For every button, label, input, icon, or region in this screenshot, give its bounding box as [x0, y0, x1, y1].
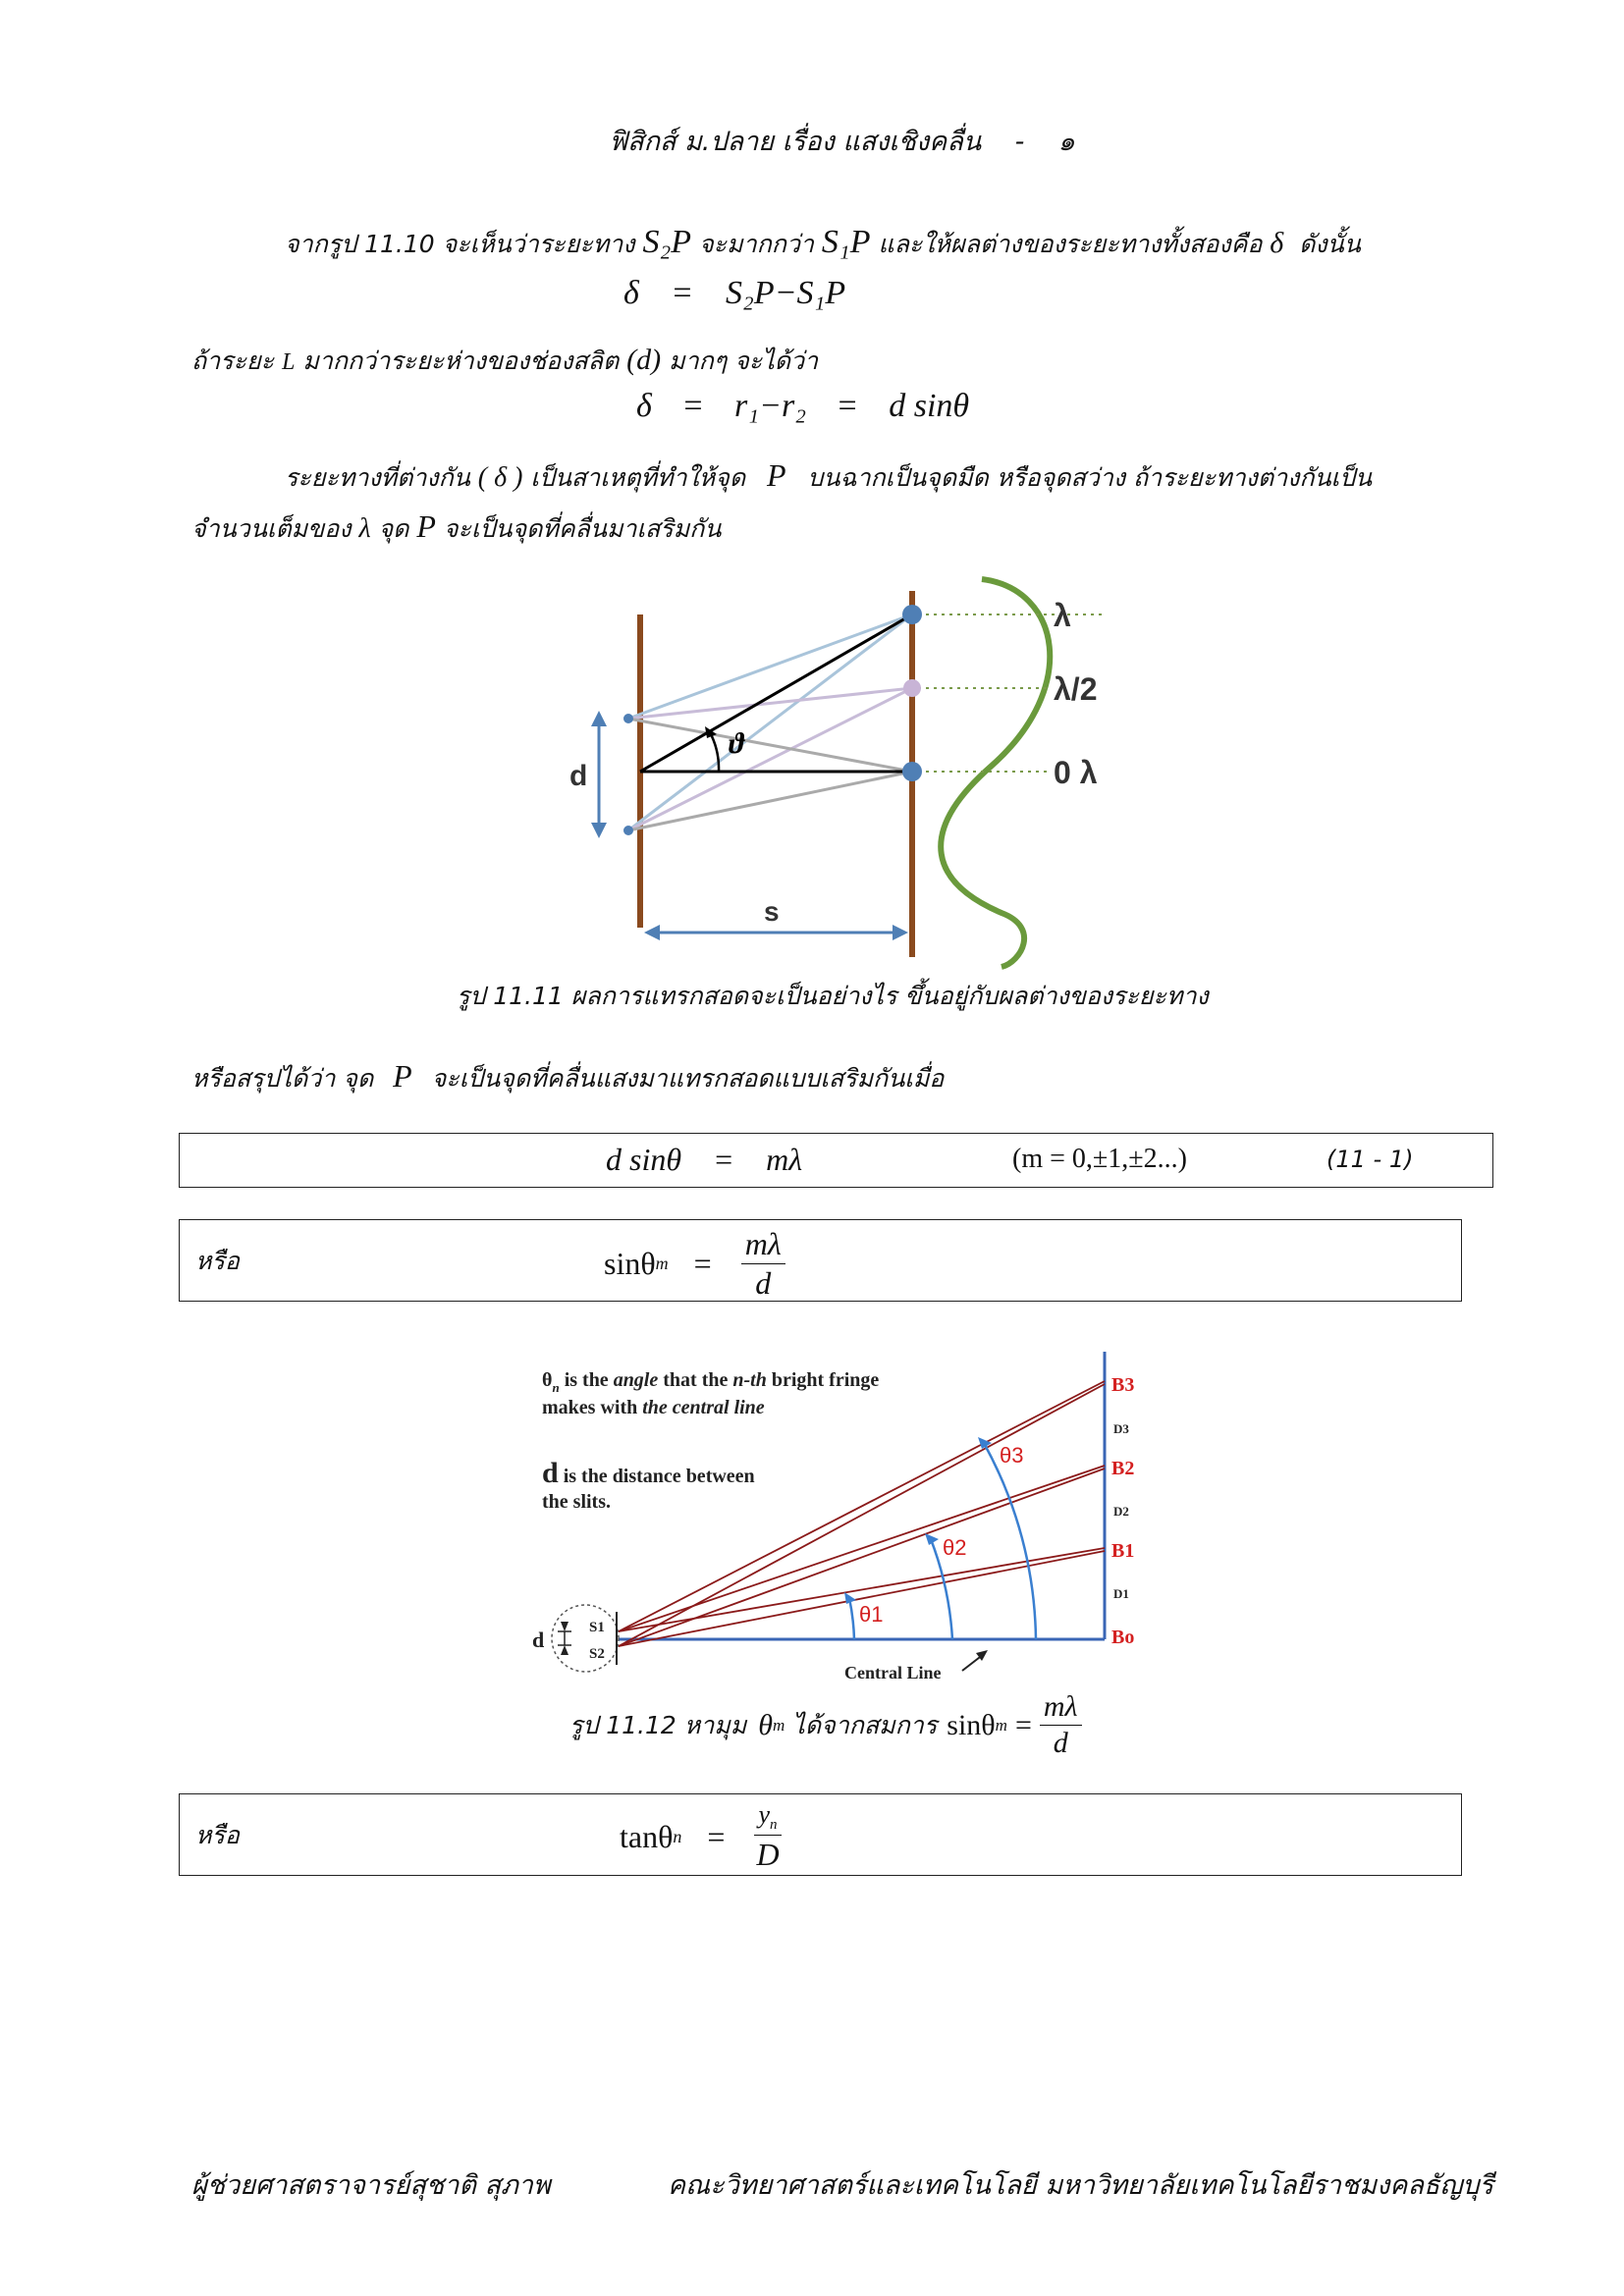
eq1-lhs: δ [623, 275, 639, 311]
box3-equation [620, 1800, 782, 1873]
theta3-arc [984, 1443, 1036, 1639]
box1-rhs: mλ [766, 1142, 803, 1177]
fig2-text3b: is the distance between [558, 1466, 755, 1487]
p2-text-b: มากกว่าระยะห่างของช่องสลิต [302, 347, 620, 375]
p2-L: L [282, 349, 296, 375]
p1-s1p: S₁P [821, 224, 871, 260]
box1-equation-number: (11 - 1) [1326, 1146, 1414, 1173]
box2-fraction [741, 1226, 785, 1302]
box3-lhs: tanθ [620, 1818, 674, 1854]
fig2-text3a: d [542, 1457, 559, 1489]
p3-text-a: ระยะทางที่ต่างกัน [285, 463, 470, 492]
fig2-text2b: the central line [642, 1397, 765, 1418]
paragraph-3 [285, 457, 1372, 498]
equation-box-2 [179, 1219, 1462, 1302]
paragraph-1 [285, 224, 1361, 264]
p3-text-c: บนฉากเป็นจุดมืด หรือจุดสว่าง ถ้าระยะทางต่างกันเป็น [807, 463, 1373, 492]
box2-label: หรือ [195, 1247, 240, 1275]
label-D3: D3 [1113, 1421, 1129, 1436]
box2-numerator: mλ [741, 1226, 785, 1264]
equation-delta-dsin [636, 388, 969, 425]
caption2-sin: sinθ [947, 1708, 996, 1741]
caption2-numerator: mλ [1040, 1690, 1082, 1726]
fig2-text-line4: the slits. [542, 1491, 611, 1513]
ray-s2-lambda [628, 614, 912, 830]
ray-s2-half [628, 688, 912, 830]
label-D1: D1 [1113, 1586, 1129, 1601]
figure-11-12-caption [569, 1690, 1082, 1760]
box3-num-sub: n [770, 1817, 778, 1834]
d-arrow-bottom [561, 1645, 568, 1655]
label-d-small: d [532, 1628, 545, 1652]
caption2-theta: θ [758, 1708, 773, 1741]
p2-text-c: มากๆ จะได้ว่า [669, 347, 819, 375]
box1-equation [606, 1142, 802, 1178]
p1-delta: δ [1270, 227, 1284, 259]
caption2-theta-sub: m [773, 1715, 785, 1735]
fig2-text1b: is the [559, 1369, 614, 1391]
label-B2: B2 [1111, 1458, 1135, 1479]
label-lambda: λ [1054, 598, 1071, 633]
fig2-text1f: bright fringe [766, 1369, 880, 1391]
fig2-text2a: makes with [542, 1397, 643, 1418]
p4-lambda: λ [358, 513, 371, 544]
caption2-fraction [1040, 1690, 1082, 1760]
theta1-arrow [844, 1592, 856, 1604]
box3-label: หรือ [195, 1821, 240, 1849]
theta1-label: θ1 [859, 1602, 884, 1627]
paragraph-2 [191, 342, 818, 381]
eq2-lhs: δ [636, 388, 652, 424]
p3-text-b: เป็นสาเหตุที่ทำให้จุด [530, 463, 746, 492]
label-zero-lambda: 0 λ [1054, 755, 1098, 790]
caption2-denominator: d [1053, 1727, 1068, 1759]
s-label: s [764, 896, 780, 927]
p1-text-b: จะมากกว่า [699, 230, 814, 258]
theta3-arrow [978, 1437, 992, 1449]
fig2-text1c: angle [613, 1369, 659, 1391]
ray-s2-zero [628, 772, 912, 830]
box1-lhs: d sinθ [606, 1142, 682, 1177]
d-arrow-top [561, 1622, 568, 1631]
p2-text-a: ถ้าระยะ [191, 347, 275, 375]
caption2-sin-sub: m [995, 1715, 1007, 1735]
box2-lhs: sinθ [604, 1246, 656, 1281]
equation-delta-path [623, 275, 845, 312]
box3-subscript: n [673, 1826, 682, 1846]
ray-b1-bottom [619, 1551, 1105, 1646]
fig2-text-line2 [542, 1397, 765, 1418]
equation-box-1 [179, 1133, 1493, 1188]
ray-s1-zero [628, 719, 912, 772]
eq2-mid: r₁−r₂ [734, 388, 807, 424]
box2-subscript: m [655, 1254, 669, 1273]
label-lambda-half: λ/2 [1054, 671, 1098, 707]
p1-s2p: S₂P [642, 224, 692, 260]
fringe-angle-diagram [530, 1347, 1139, 1686]
p5-text-b: จะเป็นจุดที่คลื่นแสงมาแทรกสอดแบบเสริมกันเมื่อ [431, 1064, 945, 1093]
slit-point-2 [623, 826, 633, 835]
s-arrow-head-left [644, 925, 660, 940]
box1-condition: (m = 0,±1,±2...) [1012, 1144, 1187, 1174]
box1-equals: = [715, 1142, 733, 1177]
box3-fraction [754, 1800, 781, 1873]
box3-numerator [754, 1800, 781, 1836]
eq2-rhs: d sinθ [889, 388, 970, 424]
p3-P: P [767, 457, 786, 493]
label-D2: D2 [1113, 1504, 1129, 1519]
theta1-arc [849, 1598, 854, 1639]
paragraph-5 [191, 1058, 944, 1098]
fig2-text1e: n-th [732, 1369, 767, 1391]
caption2-equals: = [1014, 1708, 1032, 1741]
p5-P: P [393, 1058, 412, 1094]
fig2-theta-sub: n [552, 1380, 560, 1395]
d-arrow-head-bottom [591, 823, 607, 838]
box3-denominator: D [756, 1837, 780, 1873]
box3-num-y: y [758, 1800, 771, 1829]
label-B1: B1 [1111, 1540, 1135, 1562]
header-title: ฟิสิกส์ ม.ปลาย เรื่อง แสงเชิงคลื่น [609, 127, 982, 157]
equation-box-3 [179, 1793, 1462, 1876]
box2-denominator: d [755, 1265, 772, 1301]
eq2-equals-1: = [683, 388, 703, 424]
p1-text-d: ดังนั้น [1299, 230, 1361, 258]
box3-equals: = [707, 1818, 726, 1854]
page-header [609, 120, 1075, 162]
fig2-text1d: that the [658, 1369, 733, 1391]
theta2-arrow [925, 1533, 939, 1545]
paragraph-4 [191, 508, 721, 549]
header-separator: - [1014, 127, 1025, 157]
box2-equals: = [693, 1246, 712, 1281]
p2-d: (d) [626, 344, 662, 376]
eq2-equals-2: = [838, 388, 857, 424]
box2-equation [604, 1226, 785, 1302]
slit-point-1 [623, 714, 633, 723]
figure-11-11-caption: รูป 11.11 ผลการแทรกสอดจะเป็นอย่างไร ขึ้นอยู่กับผลต่างของระยะทาง [457, 982, 1209, 1010]
p1-text-a: จากรูป 11.10 จะเห็นว่าระยะทาง [285, 230, 635, 258]
p4-text-b: จุด [378, 514, 409, 543]
label-S1: S1 [589, 1620, 605, 1635]
p1-text-c: และให้ผลต่างของระยะทางทั้งสองคือ [878, 230, 1263, 258]
footer-institution: คณะวิทยาศาสตร์และเทคโนโลยี มหาวิทยาลัยเทคโนโลยีราชมงคลธัญบุรี [668, 2170, 1493, 2201]
label-Bo: Bo [1111, 1627, 1135, 1648]
p5-text-a: หรือสรุปได้ว่า จุด [191, 1064, 374, 1093]
d-label: d [569, 760, 588, 792]
fig2-theta-symbol: θ [542, 1369, 553, 1391]
label-S2: S2 [589, 1646, 605, 1662]
screen-point-lambda [902, 605, 922, 624]
eq1-rhs: S₂P−S₁P [726, 275, 846, 311]
p4-text-c: จะเป็นจุดที่คลื่นมาเสริมกัน [443, 514, 722, 543]
eq1-equals: = [673, 275, 692, 311]
s-arrow-head-right [893, 925, 908, 940]
double-slit-diagram [569, 569, 1119, 972]
screen-point-half [903, 679, 921, 697]
theta3-label: θ3 [1000, 1443, 1024, 1468]
p3-delta: ( δ ) [477, 462, 523, 493]
p4-text-a: จำนวนเต็มของ [191, 514, 352, 543]
footer-author: ผู้ช่วยศาสตราจารย์สุชาติ สุภาพ [191, 2170, 551, 2201]
slit-circle [552, 1605, 619, 1672]
fig2-text-line3 [542, 1457, 755, 1489]
p4-P: P [416, 508, 436, 544]
intensity-wave [941, 579, 1050, 967]
caption2-text-b: ได้จากสมการ [792, 1710, 938, 1739]
d-arrow-head-top [591, 711, 607, 726]
page-number: ๑ [1057, 127, 1075, 157]
caption2-text-a: รูป 11.12 หามุม [569, 1710, 747, 1739]
screen-point-zero [902, 762, 922, 781]
central-line-label: Central Line [844, 1663, 942, 1682]
label-B3: B3 [1111, 1374, 1135, 1396]
fig2-text-line1 [542, 1369, 879, 1395]
theta-label: ϑ [729, 727, 744, 760]
theta2-label: θ2 [943, 1535, 967, 1560]
